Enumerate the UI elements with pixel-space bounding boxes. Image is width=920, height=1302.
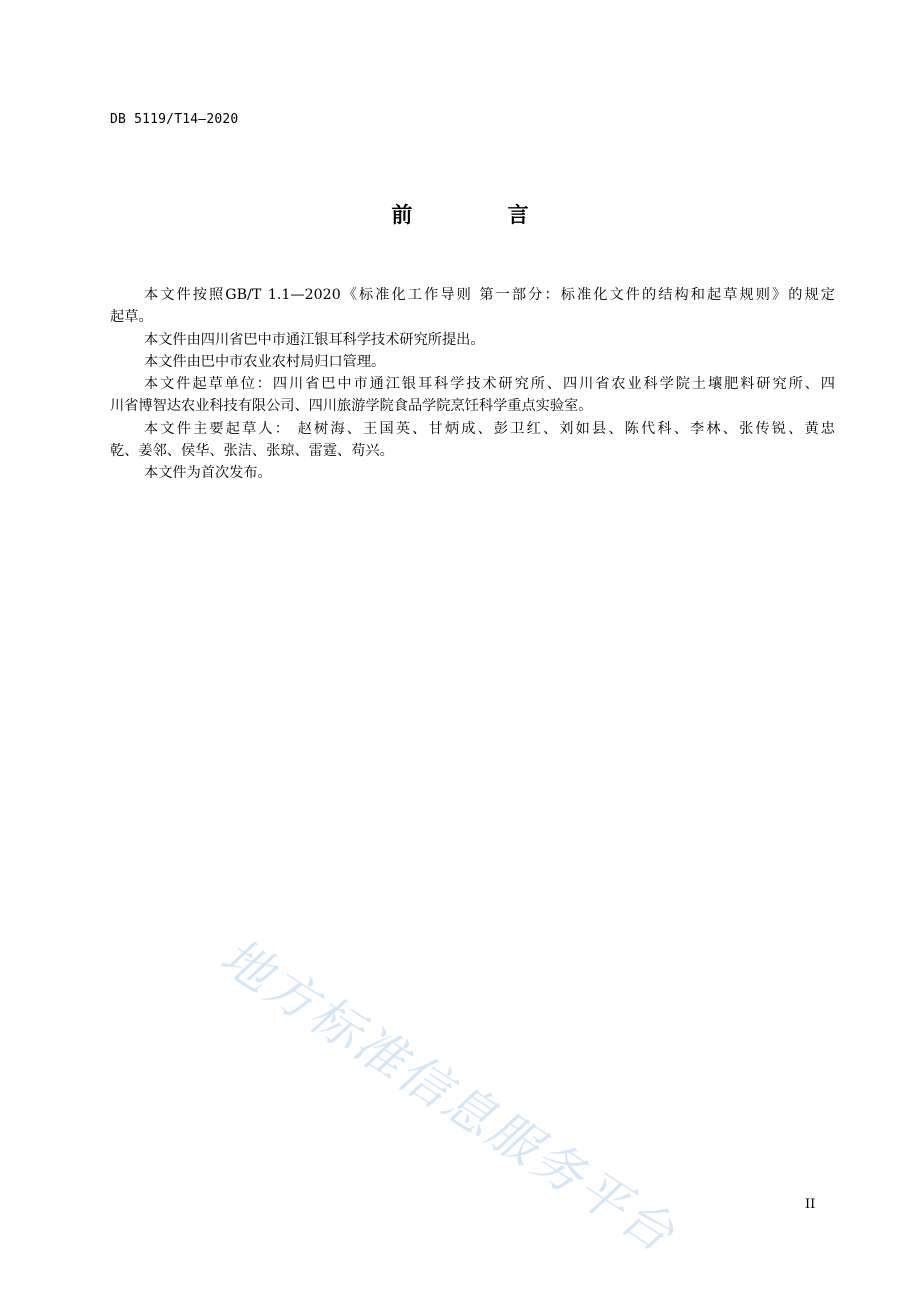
paragraph-proposer [110,329,835,351]
document-code: DB 5119/T14—2020 [110,112,239,127]
paragraph-line: 起草。 [110,309,153,326]
paragraph-line: 本文件主要起草人： 赵树海、王国英、甘炳成、彭卫红、刘如县、陈代科、李林、张传锐、黄忠 [144,420,835,437]
paragraph-line: 本文件由四川省巴中市通江银耳科学技术研究所提出。 [144,331,485,348]
paragraph-first-release [110,462,835,484]
paragraph-line: 本文件起草单位：四川省巴中市通江银耳科学技术研究所、四川省农业科学院土壤肥料研究所、四 [144,376,835,393]
watermark: 地方标准信息服务平台 [210,927,687,1265]
paragraph-drafters [110,418,835,463]
page-number: II [805,1197,816,1212]
paragraph-drafting-units [110,373,835,418]
paragraph-administrator [110,351,835,373]
preface-body [110,284,835,485]
page-title: 前 言 [391,203,573,227]
paragraph-line: 本文件由巴中市农业农村局归口管理。 [144,353,386,370]
paragraph-line: 乾、姜邻、侯华、张洁、张琼、雷霆、苟兴。 [110,443,394,460]
paragraph-line: 本文件按照GB/T 1.1—2020《标准化工作导则 第一部分：标准化文件的结构和起草规则》的规定 [144,287,835,303]
paragraph-line: 本文件为首次发布。 [144,465,272,482]
paragraph-drafting-rules [110,284,835,329]
paragraph-line: 川省博智达农业科技有限公司、四川旅游学院食品学院烹饪科学重点实验室。 [110,398,593,415]
